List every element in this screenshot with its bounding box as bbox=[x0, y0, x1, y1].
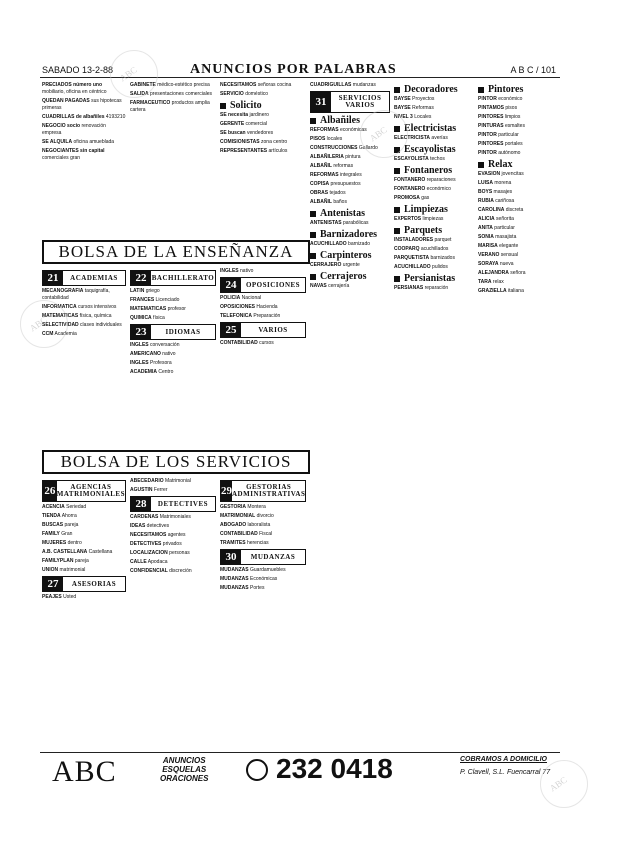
section-escayolistas: Escayolistas bbox=[394, 146, 474, 153]
section-carpinteros: Carpinteros bbox=[310, 252, 390, 259]
footer-categories bbox=[160, 756, 208, 783]
page-number: A B C / 101 bbox=[510, 65, 556, 75]
ad-entry: ALBAÑIL reformas bbox=[310, 163, 354, 169]
box-mudanzas: 30 MUDANZAS bbox=[220, 549, 306, 565]
ad-entry: SALIDA presentaciones comerciales bbox=[130, 91, 212, 97]
ad-entry: SELECTIVIDAD clases individuales bbox=[42, 322, 122, 328]
section-marker bbox=[310, 118, 316, 124]
column-gestorias bbox=[220, 478, 306, 750]
ad-entry: FAMILY Gran bbox=[42, 531, 73, 537]
ad-entry: VERANO sensual bbox=[478, 252, 519, 258]
column-bachillerato bbox=[130, 268, 216, 446]
section-limpiezas: Limpiezas bbox=[394, 206, 474, 213]
ad-entry: INGLES Profesora bbox=[130, 360, 172, 366]
box-detectives: 28 DETECTIVES bbox=[130, 496, 216, 512]
ad-entry: EXPERTOS limpiezas bbox=[394, 216, 444, 222]
ad-entry: FAMILYPLAN pareja bbox=[42, 558, 89, 564]
section-marker bbox=[394, 228, 400, 234]
ad-entry: SORAYA nueva bbox=[478, 261, 514, 267]
column-oposiciones bbox=[220, 268, 306, 446]
section-marker bbox=[310, 274, 316, 280]
ad-entry: MATRIMONIAL divorcio bbox=[220, 513, 274, 519]
ad-entry: EVASION jovencitas bbox=[478, 171, 524, 177]
ad-entry: PINTURAS esmaltes bbox=[478, 123, 525, 129]
ad-entry: OBRAS tejados bbox=[310, 190, 346, 196]
ad-entry: CAROLINA discreta bbox=[478, 207, 524, 213]
ad-entry: LATIN griego bbox=[130, 288, 160, 294]
ad-entry: PRECIADOS número uno mobiliario, oficina en céntrico bbox=[42, 82, 107, 95]
ad-entry: PEAJES Usted bbox=[42, 594, 77, 600]
ad-entry: SONIA masajista bbox=[478, 234, 517, 240]
section-marker bbox=[394, 276, 400, 282]
ad-entry: NIVEL 3 Locales bbox=[394, 114, 432, 120]
ad-entry: MUDANZAS Económicas bbox=[220, 576, 278, 582]
section-marker bbox=[394, 87, 400, 93]
section-electricistas: Electricistas bbox=[394, 125, 474, 132]
ad-entry: CONSTRUCCIONES Gallardo bbox=[310, 145, 378, 151]
ad-entry: ALBAÑIL baños bbox=[310, 199, 347, 205]
ad-entry: ACENCIA Seriedad bbox=[42, 504, 87, 510]
ad-entry: SERVICIO doméstico bbox=[220, 91, 268, 97]
ad-entry: ESCAYOLISTA techos bbox=[394, 156, 445, 162]
ad-entry: ABOGADO laboralista bbox=[220, 522, 271, 528]
ad-entry: IDEAS detectives bbox=[130, 523, 170, 529]
ad-entry: NAVAS cerrajería bbox=[310, 283, 350, 289]
box-agencias: 26 AGENCIAS MATRIMONIALES bbox=[42, 480, 126, 502]
ad-entry: FONTANERO reparaciones bbox=[394, 177, 456, 183]
ad-entry: UNION matrimonial bbox=[42, 567, 86, 573]
footer-cobramos: COBRAMOS A DOMICILIO bbox=[460, 756, 547, 763]
section-fontaneros: Fontaneros bbox=[394, 167, 474, 174]
ad-entry: ALBAÑILERIA pintura bbox=[310, 154, 361, 160]
ad-entry: PINTOR económico bbox=[478, 96, 523, 102]
ad-entry: MECANOGRAFIA taquigrafía, contabilidad bbox=[42, 288, 110, 301]
ad-entry: INSTALADORES parquet bbox=[394, 237, 452, 243]
ad-entry: CONFIDENCIAL discreción bbox=[130, 568, 192, 574]
watermark-stamp: ABC bbox=[20, 300, 68, 348]
footer-esquelas: ESQUELAS bbox=[162, 765, 207, 774]
ad-entry: MARISA elegante bbox=[478, 243, 519, 249]
issue-date: SABADO 13-2-88 bbox=[42, 65, 114, 75]
ad-entry: LOCALIZACION personas bbox=[130, 550, 190, 556]
ad-entry: POLICIA Nacional bbox=[220, 295, 262, 301]
ad-entry: MUDANZAS Guardamuebles bbox=[220, 567, 286, 573]
section-marker bbox=[394, 207, 400, 213]
ad-entry: QUIMICA física bbox=[130, 315, 165, 321]
ad-entry: ANTENISTAS parabólicas bbox=[310, 220, 369, 226]
ad-entry: GESTORIA Montera bbox=[220, 504, 266, 510]
ad-entry: INGLES nativo bbox=[220, 268, 254, 274]
ad-entry: CUADRILLAS de albañiles 4193210 bbox=[42, 114, 126, 120]
ad-entry: COPISA presupuestos bbox=[310, 181, 361, 187]
box-asesorias: 27 ASESORIAS bbox=[42, 576, 126, 592]
ad-entry: ALICIA señorita bbox=[478, 216, 514, 222]
box-academias: 21 ACADEMIAS bbox=[42, 270, 126, 286]
ad-entry: BOYS masajes bbox=[478, 189, 513, 195]
section-pintores: Pintores bbox=[478, 86, 560, 93]
ad-entry: CCM Academia bbox=[42, 331, 77, 337]
ad-entry: MUDANZAS Portes bbox=[220, 585, 265, 591]
footer-oraciones: ORACIONES bbox=[160, 774, 209, 783]
ad-entry: INGLES conversación bbox=[130, 342, 180, 348]
section-marker bbox=[310, 253, 316, 259]
ad-entry: RUBIA cariñosa bbox=[478, 198, 515, 204]
ad-entry: ACUCHILLADO pulidos bbox=[394, 264, 448, 270]
section-parquets: Parquets bbox=[394, 227, 474, 234]
box-varios: 25 VARIOS bbox=[220, 322, 306, 338]
phone-icon bbox=[246, 759, 268, 781]
ad-entry: PINTORES portales bbox=[478, 141, 523, 147]
ad-entry: COMISIONISTAS zona centro bbox=[220, 139, 288, 145]
section-albaniles: Albañiles bbox=[310, 117, 390, 124]
ad-entry: PINTORES limpios bbox=[478, 114, 521, 120]
ad-entry: FRANCES Licenciado bbox=[130, 297, 180, 303]
column-6 bbox=[478, 82, 560, 750]
ad-entry: GRAZIELLA italiana bbox=[478, 288, 524, 294]
box-bachillerato: 22 BACHILLERATO bbox=[130, 270, 216, 286]
ad-entry: CONTABILIDAD Fiscal bbox=[220, 531, 273, 537]
watermark-stamp: ABC bbox=[540, 760, 588, 808]
ad-entry: TIENDA Ahorra bbox=[42, 513, 77, 519]
column-3-top bbox=[220, 82, 306, 237]
ad-entry: OPOSICIONES Hacienda bbox=[220, 304, 278, 310]
section-relax: Relax bbox=[478, 161, 560, 168]
ad-entry: REPRESENTANTES artículos bbox=[220, 148, 288, 154]
box-idiomas: 23 IDIOMAS bbox=[130, 324, 216, 340]
ad-entry: GABINETE médico-estético precisa bbox=[130, 82, 210, 88]
ad-entry: NECESITAMOS agentes bbox=[130, 532, 186, 538]
ad-entry: ALEJANDRA señora bbox=[478, 270, 526, 276]
ad-entry: PINTOR particular bbox=[478, 132, 519, 138]
column-detectives bbox=[130, 478, 216, 750]
ad-entry: NEGOCIO socio renovación empresa bbox=[42, 123, 106, 136]
ad-entry: NECESITAMOS señoras cocina bbox=[220, 82, 292, 88]
ad-entry: ACADEMIA Centro bbox=[130, 369, 174, 375]
ad-entry: INFORMATICA cursos intensivos bbox=[42, 304, 117, 310]
ad-entry: CONTABILIDAD cursos bbox=[220, 340, 274, 346]
ad-entry: COOPARQ acuchillados bbox=[394, 246, 449, 252]
ad-entry: PINTOR autónomo bbox=[478, 150, 521, 156]
ad-entry: NEGOCIANTES sin capital comerciales gran bbox=[42, 148, 105, 161]
watermark-stamp: ABC bbox=[110, 50, 158, 98]
ad-entry: AGUSTIN Ferrer bbox=[130, 487, 168, 493]
ad-entry: BAYSE Reformas bbox=[394, 105, 434, 111]
section-marker bbox=[220, 103, 226, 109]
ad-entry: CALLE Apodaca bbox=[130, 559, 168, 565]
section-marker bbox=[478, 87, 484, 93]
ad-entry: PROMOSA gas bbox=[394, 195, 430, 201]
abc-logo: ABC bbox=[52, 755, 117, 788]
section-persianistas: Persianistas bbox=[394, 275, 474, 282]
ad-entry: PINTAMOS pisos bbox=[478, 105, 518, 111]
section-solicito: Solicito bbox=[220, 102, 306, 109]
section-decoradores: Decoradores bbox=[394, 86, 474, 93]
ad-entry: A.B. CASTELLANA Castellana bbox=[42, 549, 113, 555]
ad-entry: AMERICANO nativo bbox=[130, 351, 176, 357]
ad-entry: QUEDAN PAGADAS sus hipotecas primeras bbox=[42, 98, 122, 111]
watermark-stamp: ABC bbox=[360, 110, 408, 158]
column-5 bbox=[394, 82, 474, 750]
ad-entry: FONTANERO económico bbox=[394, 186, 451, 192]
ad-entry: TARA relax bbox=[478, 279, 504, 285]
ad-entry: MATEMATICAS física, química bbox=[42, 313, 112, 319]
box-servicios-varios: 31 SERVICIOS VARIOS bbox=[310, 91, 390, 113]
ad-entry: ABECEDARIO Matrimonial bbox=[130, 478, 191, 484]
newspaper-page bbox=[40, 62, 560, 822]
footer-phone-number: 232 0418 bbox=[276, 753, 393, 784]
footer-address: P. Clavell, S.L. Fuencarral 77 bbox=[460, 769, 551, 776]
ad-entry: ACUCHILLADO barnizado bbox=[310, 241, 371, 247]
ad-entry: PARQUETISTA barnizados bbox=[394, 255, 455, 261]
ad-entry: MATEMATICAS profesor bbox=[130, 306, 186, 312]
banner-ensenanza: BOLSA DE LA ENSEÑANZA bbox=[42, 240, 310, 264]
ad-entry: SE buscan vendedores bbox=[220, 130, 274, 136]
section-antenistas: Antenistas bbox=[310, 210, 390, 217]
ad-entry: CARDENAS Matrimoniales bbox=[130, 514, 191, 520]
box-oposiciones: 24 OPOSICIONES bbox=[220, 277, 306, 293]
column-academias bbox=[42, 268, 126, 446]
page-title: ANUNCIOS POR PALABRAS bbox=[190, 62, 397, 77]
ad-entry: REFORMAS integrales bbox=[310, 172, 362, 178]
ad-entry: FARMACEUTICO productos amplia cartera bbox=[130, 100, 210, 113]
footer-anuncios: ANUNCIOS bbox=[162, 756, 206, 765]
section-marker bbox=[310, 232, 316, 238]
ad-entry: REFORMAS económicas bbox=[310, 127, 367, 133]
ad-entry: GERENTE comercial bbox=[220, 121, 267, 127]
ad-entry: ELECTRICISTA averías bbox=[394, 135, 448, 141]
ad-entry: MUJERES dentro bbox=[42, 540, 82, 546]
ad-entry: PERSIANAS reparación bbox=[394, 285, 449, 291]
ad-entry: BAYSE Proyectos bbox=[394, 96, 435, 102]
column-4 bbox=[310, 82, 390, 750]
ad-entry: SE ALQUILA oficina amueblada bbox=[42, 139, 115, 145]
ad-entry: ANITA particular bbox=[478, 225, 515, 231]
ad-entry: DETECTIVES privados bbox=[130, 541, 182, 547]
ad-entry: TELEFONICA Preparación bbox=[220, 313, 281, 319]
ad-entry: SE necesita jardinero bbox=[220, 112, 269, 118]
ad-entry: CERRAJERO urgente bbox=[310, 262, 360, 268]
footer-ad bbox=[40, 752, 560, 786]
column-2-top bbox=[130, 82, 216, 237]
section-marker bbox=[478, 162, 484, 168]
ad-entry: TRAMITES herencias bbox=[220, 540, 269, 546]
ad-entry: BUSCAS pareja bbox=[42, 522, 79, 528]
section-marker bbox=[310, 211, 316, 217]
column-1-top bbox=[42, 82, 126, 237]
section-marker bbox=[394, 168, 400, 174]
section-cerrajeros: Cerrajeros bbox=[310, 273, 390, 280]
ad-entry: PISOS locales bbox=[310, 136, 343, 142]
banner-servicios: BOLSA DE LOS SERVICIOS bbox=[42, 450, 310, 474]
column-agencias bbox=[42, 478, 126, 750]
ad-entry: LUISA morena bbox=[478, 180, 512, 186]
ad-entry: CUADRIGUILLAS mudanzas bbox=[310, 82, 376, 88]
box-gestorias: 29 GESTORIAS ADMINISTRATIVAS bbox=[220, 480, 306, 502]
section-barnizadores: Barnizadores bbox=[310, 231, 390, 238]
